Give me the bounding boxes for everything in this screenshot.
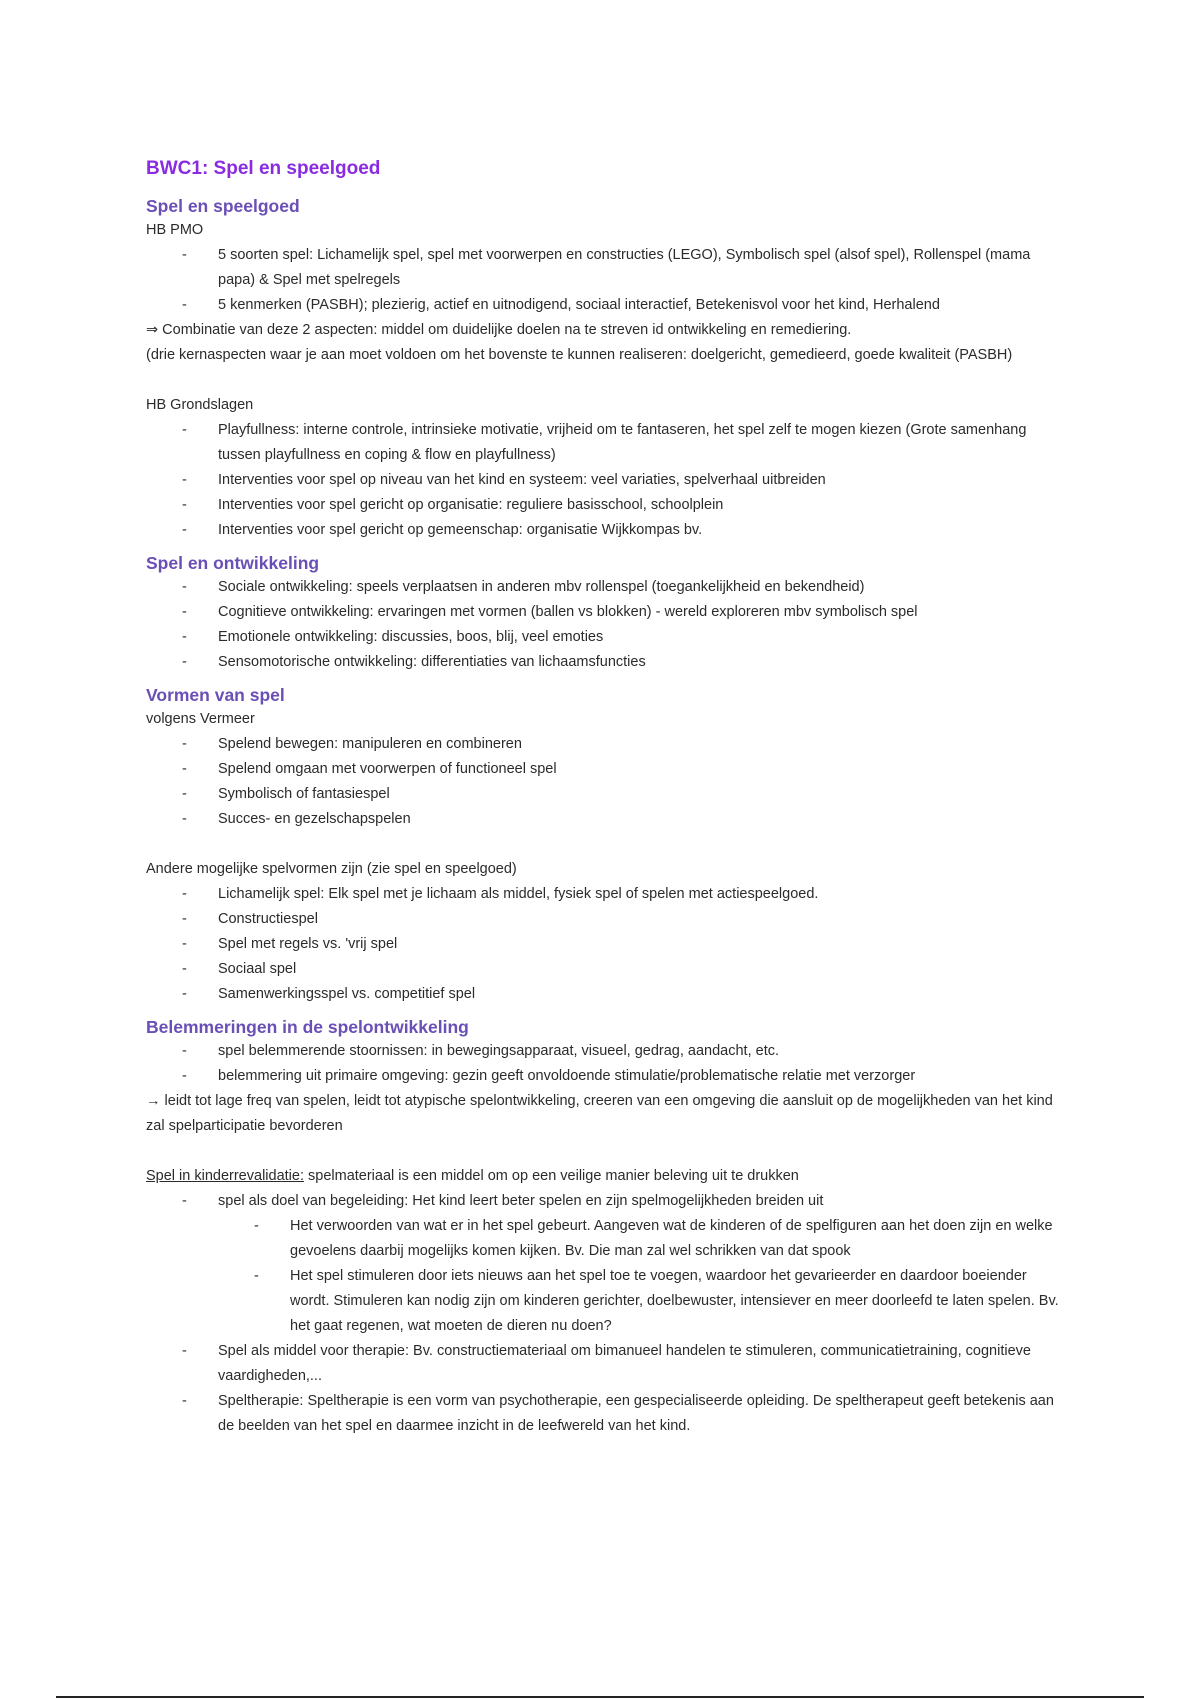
list-item: - Het verwoorden van wat er in het spel gebeurt. Aangeven wat de kinderen of de spelfiguren aan het doen zijn en welke gevoelens daarbij mogelijks komen kijken. Bv. Die man zal wel schrikken van dat spook [146, 1214, 1066, 1264]
list-item: - Interventies voor spel gericht op organisatie: reguliere basisschool, schoolplein [146, 493, 1066, 518]
list-item: - 5 soorten spel: Lichamelijk spel, spel met voorwerpen en constructies (LEGO), Symbolisch spel (alsof spel), Rollenspel (mama papa) & Spel met spelregels [146, 243, 1066, 293]
list-item: - Symbolisch of fantasiespel [146, 782, 1066, 807]
list-item: - Spel met regels vs. 'vrij spel [146, 932, 1066, 957]
list-item: - Cognitieve ontwikkeling: ervaringen met vormen (ballen vs blokken) - wereld exploreren mbv symbolisch spel [146, 600, 1066, 625]
bullet-list [146, 418, 1066, 543]
footer-divider [56, 1696, 1144, 1698]
paragraph [146, 1164, 1066, 1189]
section-heading: Belemmeringen in de spelontwikkeling [146, 1017, 469, 1037]
list-item: - Spel als middel voor therapie: Bv. constructiemateriaal om bimanueel handelen te stimuleren, communicatietraining, cognitieve vaardigheden,... [146, 1339, 1066, 1389]
list-item: - belemmering uit primaire omgeving: gezin geeft onvoldoende stimulatie/problematische relatie met verzorger [146, 1064, 1066, 1089]
document-page [146, 150, 1066, 1447]
list-item: - Spelend omgaan met voorwerpen of functioneel spel [146, 757, 1066, 782]
bullet-list [146, 575, 1066, 675]
section-spel-en-speelgoed [146, 194, 1066, 543]
list-item-text: spel als doel van begeleiding: Het kind leert beter spelen en zijn spelmogelijkheden breiden uit [218, 1193, 824, 1209]
subheading: Andere mogelijke spelvormen zijn (zie spel en speelgoed) [146, 861, 517, 877]
list-item: - spel belemmerende stoornissen: in bewegingsapparaat, visueel, gedrag, aandacht, etc. [146, 1039, 1066, 1064]
list-item: - Sociale ontwikkeling: speels verplaatsen in anderen mbv rollenspel (toegankelijkheid en bekendheid) [146, 575, 1066, 600]
inline-text: spelmateriaal is een middel om op een veilige manier beleving uit te drukken [303, 1168, 799, 1184]
section-vormen-van-spel [146, 683, 1066, 1007]
section-belemmeringen [146, 1015, 1066, 1439]
paragraph: → leidt tot lage freq van spelen, leidt tot atypische spelontwikkeling, creeren van een omgeving die aansluit op de mogelijkheden van het kind zal spelparticipatie bevorderen [146, 1093, 1053, 1134]
section-heading: Spel en ontwikkeling [146, 553, 320, 573]
list-item: - Sociaal spel [146, 957, 1066, 982]
list-item: - 5 kenmerken (PASBH); plezierig, actief en uitnodigend, sociaal interactief, Betekenisvol voor het kind, Herhalend [146, 293, 1066, 318]
section-heading: Spel en speelgoed [146, 196, 300, 216]
list-item: - Speltherapie: Speltherapie is een vorm van psychotherapie, een gespecialiseerde opleiding. De speltherapeut geeft betekenis aan de beelden van het spel en daarmee inzicht in de leefwereld van het kind. [146, 1389, 1066, 1439]
list-item: - Interventies voor spel op niveau van het kind en systeem: veel variaties, spelverhaal uitbreiden [146, 468, 1066, 493]
section-spel-en-ontwikkeling [146, 551, 1066, 675]
list-item: - Constructiespel [146, 907, 1066, 932]
list-item: - Playfullness: interne controle, intrinsieke motivatie, vrijheid om te fantaseren, het spel zelf te mogen kiezen (Grote samenhang tussen playfullness en coping & flow en playfullness) [146, 418, 1066, 468]
subheading: HB PMO [146, 222, 204, 238]
bullet-list [146, 1339, 1066, 1439]
list-item: - Spelend bewegen: manipuleren en combineren [146, 732, 1066, 757]
list-item: - Het spel stimuleren door iets nieuws aan het spel toe te voegen, waardoor het gevarieerder en daardoor boeiender wordt. Stimuleren kan nodig zijn om kinderen gerichter, doelbewuster, intensiever en meer doorleefd te laten spelen. Bv. het gaat regenen, wat moeten de dieren nu doen? [146, 1264, 1066, 1339]
bullet-list [146, 882, 1066, 1007]
section-heading: Vormen van spel [146, 685, 285, 705]
paragraph: ⇒ Combinatie van deze 2 aspecten: middel om duidelijke doelen na te streven id ontwikkeling en remediering. [146, 322, 852, 338]
list-item: - Succes- en gezelschapspelen [146, 807, 1066, 832]
list-item: - Samenwerkingsspel vs. competitief spel [146, 982, 1066, 1007]
list-item: - Sensomotorische ontwikkeling: differentiaties van lichaamsfuncties [146, 650, 1066, 675]
nested-bullet-list [146, 1214, 1066, 1339]
bullet-list [146, 732, 1066, 832]
bullet-list [146, 1039, 1066, 1089]
list-item: - Emotionele ontwikkeling: discussies, boos, blij, veel emoties [146, 625, 1066, 650]
list-item: - Interventies voor spel gericht op gemeenschap: organisatie Wijkkompas bv. [146, 518, 1066, 543]
list-item [146, 1189, 1066, 1214]
paragraph: (drie kernaspecten waar je aan moet voldoen om het bovenste te kunnen realiseren: doelgericht, gemedieerd, goede kwaliteit (PASBH) [146, 347, 1013, 363]
list-item: - Lichamelijk spel: Elk spel met je lichaam als middel, fysiek spel of spelen met actiespeelgoed. [146, 882, 1066, 907]
bullet-list [146, 1189, 1066, 1214]
subheading: volgens Vermeer [146, 711, 255, 727]
page-title: BWC1: Spel en speelgoed [146, 158, 381, 179]
bullet-list [146, 243, 1066, 318]
underlined-label: Spel in kinderrevalidatie: [146, 1168, 304, 1184]
subheading: HB Grondslagen [146, 397, 254, 413]
